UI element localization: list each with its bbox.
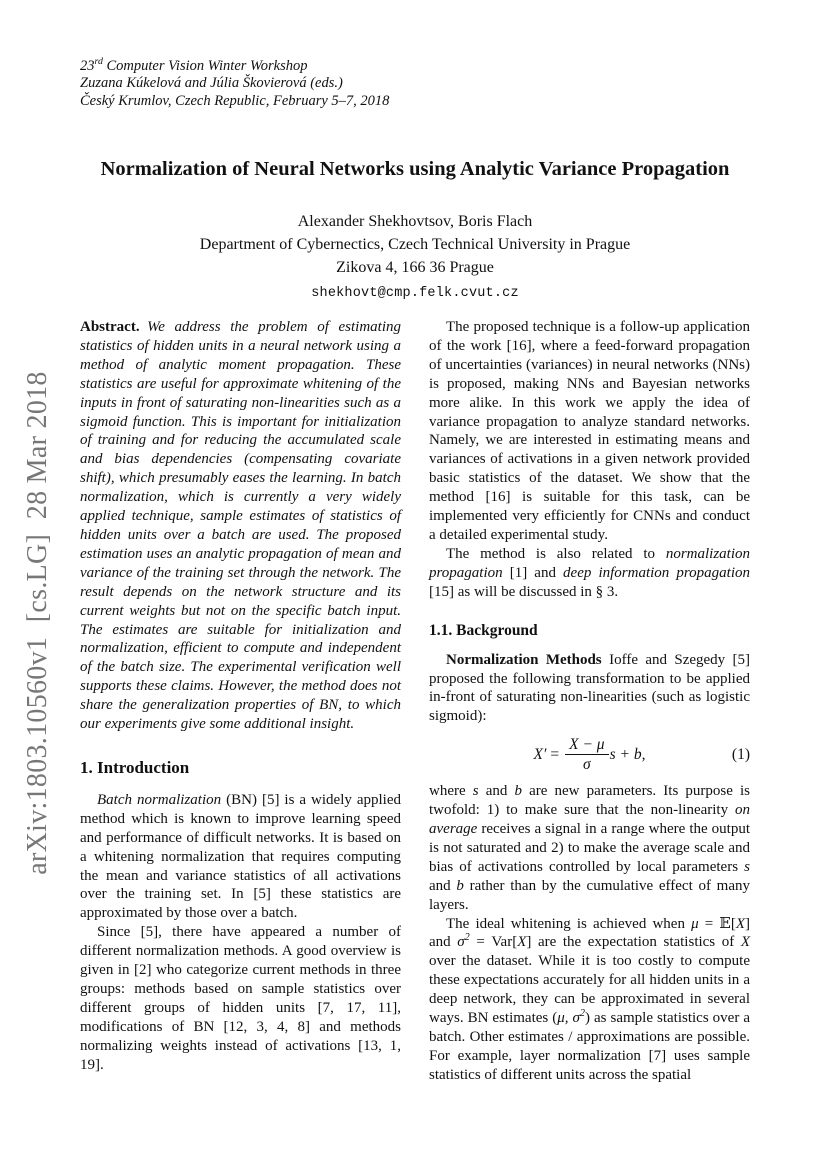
author-address: Zikova 4, 166 36 Prague xyxy=(336,259,494,276)
workshop-header-line3: Český Krumlov, Czech Republic, February 5–7, 2018 xyxy=(80,92,390,109)
author-affiliation: Department of Cybernectics, Czech Technical University in Prague xyxy=(199,236,631,253)
author-names: Alexander Shekhovtsov, Boris Flach xyxy=(297,213,533,230)
equation-1 xyxy=(429,736,750,773)
equation-body xyxy=(534,736,646,773)
background-paragraph-3: The ideal whitening is achieved when μ = 𝔼[X] and $\sigma^2 = Var[X]$ are the expectation statistics of X over the dataset. While it is too costly to compute these expectations accurately for all hidden units in a deep network, they can be approximated in several ways. BN estimates (μ, $\sigma^2$) as sample statistics over a batch. Other estimates / approximations are possible. For example, layer normalization [7] uses sample statistics of different units across the spatial xyxy=(429,915,751,1083)
equation-lhs: X′ xyxy=(533,745,547,763)
abstract: Abstract. We address the problem of estimating statistics of hidden units in a neural network using a method of analytic moment propagation. These statistics are useful for approximate whitening of the inputs in front of saturating non-linearities such as a sigmoid function. This is important for initialization of training and for reducing the accumulated scale and bias dependencies (compensating covariate shift), which presumably eases the learning. In batch normalization, which is currently a very widely applied technique, sample estimates of statistics of hidden units over a batch are used. The proposed estimation uses an analytic propagation of mean and variance of the training set through the network. The result depends on the network structure and its current weights but not on the specific batch input. The estimates are suitable for initialization and normalization, efficient to compute and independent of the batch size. The experimental verification well supports these claims. However, the method does not share the generalization properties of BN, to which our experiments give some additional insight. xyxy=(80,319,401,733)
equation-fraction xyxy=(565,736,608,773)
section-heading-introduction: 1. Introduction xyxy=(80,757,190,777)
intro-paragraph-2: Since [5], there have appeared a number of different normalization methods. A good overview is given in [2] who categorize current methods in three groups: methods based on sample statistics over different groups of hidden units [7, 17, 11], modifications of BN [12, 3, 4, 8] and methods normalizing weights instead of activations [13, 1, 19]. xyxy=(80,924,401,1073)
equation-number: (1) xyxy=(731,745,750,763)
intro-paragraph-1: Batch normalization (BN) [5] is a widely applied method which is known to improve learning speed and performance of difficult networks. It is based on a whitening normalization that requires computing the mean and variance statistics of all activations over the training set. In [5] these statistics are approximated by those over a batch. xyxy=(80,791,401,922)
authors-block xyxy=(80,210,750,305)
left-column xyxy=(80,318,401,1085)
equation-numerator: X − μ xyxy=(565,736,608,755)
equation-rhs: s + b, xyxy=(609,745,646,763)
right-paragraph-1: The proposed technique is a follow-up application of the work [16], where a feed-forward propagation of uncertainties (variances) in neural networks (NNs) is proposed, making NNs and Bayesian networks more alike. In this work we apply the idea of variance propagation to analyze standard networks. Namely, we are interested in estimating means and variances of activations in a given network provided basic statistics of the dataset. We show that the method [16] is suitable for this task, can be implemented very efficiently for CNNs and conduct a detailed experimental study. xyxy=(429,319,750,543)
workshop-header xyxy=(80,58,389,110)
right-paragraph-2: The method is also related to normalization propagation [1] and deep information propagation [15] as will be discussed in § 3. xyxy=(429,545,750,600)
equation-denominator: σ xyxy=(583,756,591,774)
background-paragraph-1: Normalization Methods Ioffe and Szegedy [5] proposed the following transformation to be applied in-front of saturating non-linearities (such as logistic sigmoid): xyxy=(429,651,750,725)
workshop-header-line2: Zuzana Kúkelová and Júlia Škovierová (eds.) xyxy=(80,75,343,92)
two-column-body xyxy=(80,318,750,1085)
right-column xyxy=(429,318,750,1085)
paper-title: Normalization of Neural Networks using Analytic Variance Propagation xyxy=(100,158,730,180)
author-email: shekhovt@cmp.felk.cvut.cz xyxy=(311,286,519,301)
background-paragraph-2: where s and b are new parameters. Its purpose is twofold: 1) to make sure that the non-linearity on average receives a signal in a range where the output is not saturated and 2) to make the average scale and bias of activations controlled by local parameters s and b rather than by the cumulative effect of many layers. xyxy=(429,783,750,913)
workshop-header-line1: 23rd Computer Vision Winter Workshop xyxy=(80,56,308,74)
section-heading-background: 1.1. Background xyxy=(429,621,538,639)
arxiv-watermark: arXiv:1803.10560v1 [cs.LG] 28 Mar 2018 xyxy=(22,371,53,875)
equation-equals: = xyxy=(550,745,560,763)
